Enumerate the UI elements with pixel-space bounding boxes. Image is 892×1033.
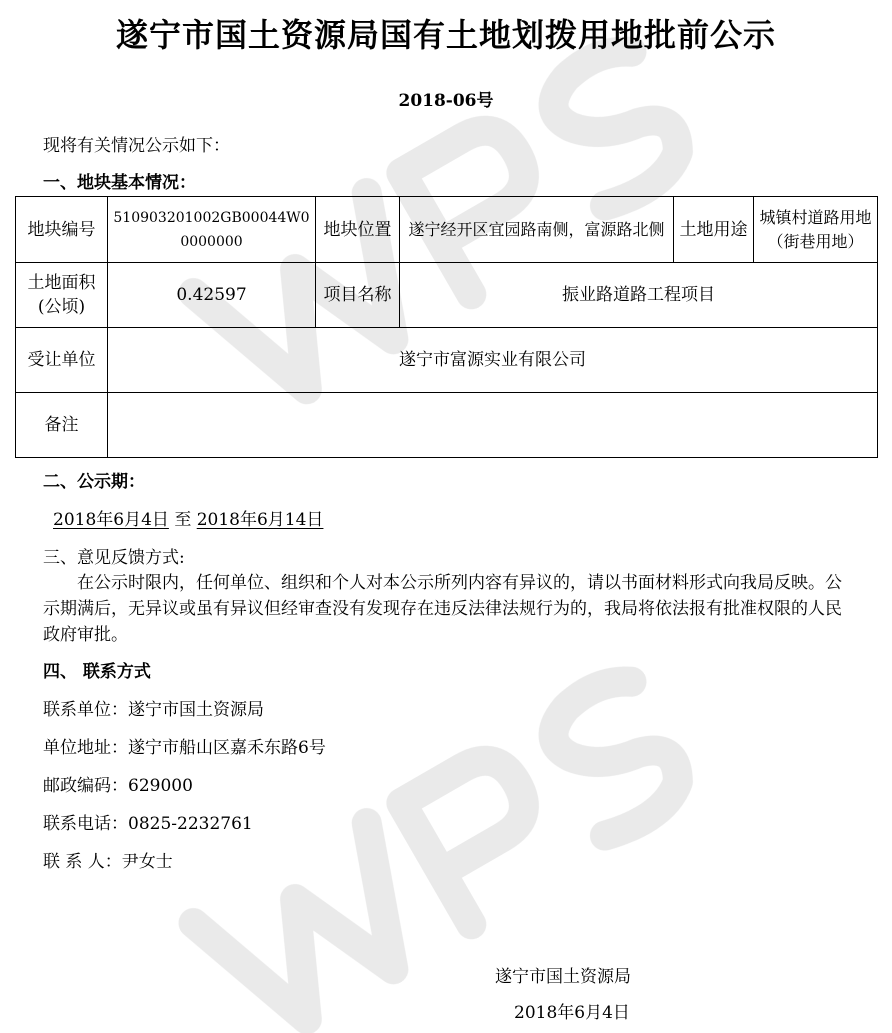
- contact-address: 单位地址：遂宁市船山区嘉禾东路6号: [43, 738, 326, 758]
- contact-phone: 联系电话：0825-2232761: [43, 814, 253, 834]
- document-number: 2018-06号: [398, 91, 494, 111]
- period-start: 2018年6月4日: [53, 510, 169, 530]
- land-use-value: 城镇村道路用地（街巷用地）: [754, 197, 878, 263]
- plot-info-table: [15, 196, 878, 458]
- plot-location-value: 遂宁经开区宜园路南侧，富源路北侧: [400, 197, 674, 263]
- period-to: 至: [174, 510, 192, 530]
- land-area-value: 0.42597: [108, 263, 316, 328]
- contact-unit: 联系单位：遂宁市国土资源局: [43, 700, 264, 720]
- page-title: 遂宁市国土资源局国有土地划拨用地批前公示: [115, 16, 776, 54]
- section1-heading: 一、地块基本情况：: [43, 173, 196, 193]
- publicity-period: [53, 505, 323, 530]
- plot-number-value: 510903201002GB00044W00000000: [108, 197, 316, 263]
- project-name-value: 振业路道路工程项目: [400, 263, 878, 328]
- section4-heading: 四、 联系方式: [43, 662, 151, 682]
- footer-org: 遂宁市国土资源局: [495, 967, 631, 987]
- contact-person: 联 系 人：尹女士: [43, 852, 173, 872]
- footer-date: 2018年6月4日: [514, 1003, 630, 1023]
- land-area-label: 土地面积(公顷): [16, 263, 108, 328]
- section2-heading: 二、公示期：: [43, 472, 145, 492]
- contact-postcode: 邮政编码：629000: [43, 776, 193, 796]
- feedback-paragraph: 在公示时限内，任何单位、组织和个人对本公示所列内容有异议的，请以书面材料形式向我局反映。公示期满后，无异议或虽有异议但经审查没有发现存在违反法律法规行为的，我局将依法报有批准权限的人民政府审批。: [43, 573, 842, 645]
- period-end: 2018年6月14日: [196, 510, 324, 530]
- grantee-value: 遂宁市富源实业有限公司: [108, 328, 878, 393]
- grantee-label: 受让单位: [16, 328, 108, 393]
- remarks-label: 备注: [16, 393, 108, 458]
- plot-number-label: 地块编号: [16, 197, 108, 263]
- plot-location-label: 地块位置: [316, 197, 400, 263]
- project-name-label: 项目名称: [316, 263, 400, 328]
- intro-text: 现将有关情况公示如下：: [43, 136, 230, 156]
- section3-heading: 三、意见反馈方式:: [43, 548, 185, 568]
- remarks-value: [108, 393, 878, 458]
- land-use-label: 土地用途: [674, 197, 754, 263]
